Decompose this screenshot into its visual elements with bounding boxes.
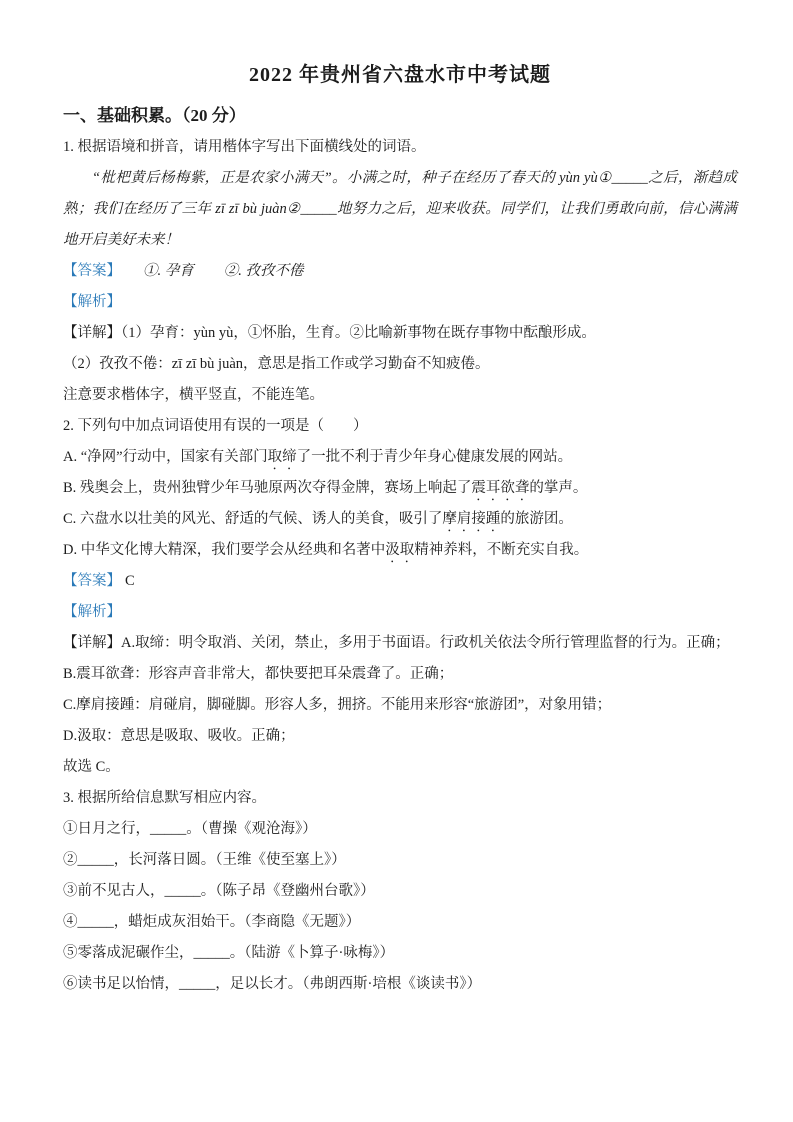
- q2-option-c: [63, 504, 737, 535]
- q3-item-3: ③前不见古人，_____。（陈子昂《登幽州台歌》）: [63, 883, 375, 899]
- q2-analysis-line: [63, 597, 737, 628]
- q1-passage: “枇杷黄后杨梅紫，正是农家小满天”。小满之时，种子在经历了春天的 yùn yù①_____之后，渐趋成熟；我们在经历了三年 zī zī bù juàn②_____地努力之后，迎来收获。同学们，让我们勇敢向前，信心满满地开启美好未来！: [63, 170, 737, 248]
- q2-option-a: [63, 442, 737, 473]
- q3-item-2: ②_____，长河落日圆。（王维《使至塞上》）: [63, 852, 346, 868]
- q2-option-d: [63, 535, 737, 566]
- q1-detail-2: （2）孜孜不倦：zī zī bù juàn，意思是指工作或学习勤奋不知疲倦。: [63, 356, 490, 372]
- q1-note: 注意要求楷体字，横平竖直，不能连笔。: [63, 387, 324, 403]
- q2-analysis-label: 【解析】: [63, 604, 121, 620]
- q2-answer-line: [63, 566, 737, 597]
- q2-option-b: [63, 473, 737, 504]
- q2-detail-c: C.摩肩接踵：肩碰肩，脚碰脚。形容人多，拥挤。不能用来形容“旅游团”，对象用错；: [63, 697, 612, 713]
- q1-analysis-line: [63, 287, 737, 318]
- q2-detail-b: B.震耳欲聋：形容声音非常大，都快要把耳朵震聋了。正确；: [63, 666, 454, 682]
- q1-answer-item-2: ②. 孜孜不倦: [223, 263, 304, 279]
- q2-detail-a: 【详解】A.取缔：明令取消、关闭，禁止，多用于书面语。行政机关依法令所行管理监督的行为。正确；: [63, 635, 730, 651]
- q3-item-6: ⑥读书足以怡情，_____，足以长才。（弗朗西斯·培根《谈读书》）: [63, 976, 482, 992]
- q1-answer-line: [63, 256, 737, 287]
- q3-stem: 3. 根据所给信息默写相应内容。: [63, 790, 266, 806]
- q2-option-b-text-after: 的掌声。: [529, 480, 588, 496]
- q1-detail-1: 【详解】（1）孕育：yùn yù，①怀胎，生育。②比喻新事物在既存事物中酝酿形成。: [63, 325, 596, 341]
- q2-option-a-text: A. “净网”行动中，国家有关部门: [63, 449, 268, 465]
- q2-stem: 2. 下列句中加点词语使用有误的一项是（ ）: [63, 418, 368, 434]
- q3-item-4: ④_____，蜡炬成灰泪始干。（李商隐《无题》）: [63, 914, 361, 930]
- q2-option-d-text-after: 精神养料，不断充实自我。: [414, 542, 589, 558]
- q2-conclusion: 故选 C。: [63, 759, 120, 775]
- q2-option-a-emphasized-word: 取缔: [267, 449, 297, 465]
- q2-option-a-text-after: 了一批不利于青少年身心健康发展的网站。: [296, 449, 573, 465]
- q1-answer-label: 【答案】: [63, 263, 121, 279]
- section-one-heading: 一、基础积累。（20 分）: [63, 106, 246, 125]
- q2-option-b-emphasized-word: 震耳欲聋: [471, 480, 530, 496]
- q1-stem: 1. 根据语境和拼音，请用楷体字写出下面横线处的词语。: [63, 139, 426, 155]
- q2-option-c-text: C. 六盘水以壮美的风光、舒适的气候、诱人的美食，吸引了: [63, 511, 443, 527]
- q1-answer-item-1: ①. 孕育: [143, 263, 194, 279]
- q2-option-c-emphasized-word: 摩肩接踵: [442, 511, 501, 527]
- q1-analysis-label: 【解析】: [63, 294, 121, 310]
- q2-option-b-text: B. 残奥会上，贵州独臂少年马驰原两次夺得金牌，赛场上响起了: [63, 480, 472, 496]
- q3-item-5: ⑤零落成泥碾作尘，_____。（陆游《卜算子·咏梅》）: [63, 945, 395, 961]
- q2-option-d-text: D. 中华文化博大精深，我们要学会从经典和名著中: [63, 542, 386, 558]
- q3-item-1: ①日月之行，_____。（曹操《观沧海》）: [63, 821, 317, 837]
- q2-detail-d: D.汲取：意思是吸取、吸收。正确；: [63, 728, 295, 744]
- q2-option-d-emphasized-word: 汲取: [385, 542, 415, 558]
- document-title: 2022 年贵州省六盘水市中考试题: [249, 64, 551, 86]
- q2-answer-label: 【答案】: [63, 573, 121, 589]
- q2-option-c-text-after: 的旅游团。: [500, 511, 573, 527]
- q2-answer-value: C: [125, 573, 135, 589]
